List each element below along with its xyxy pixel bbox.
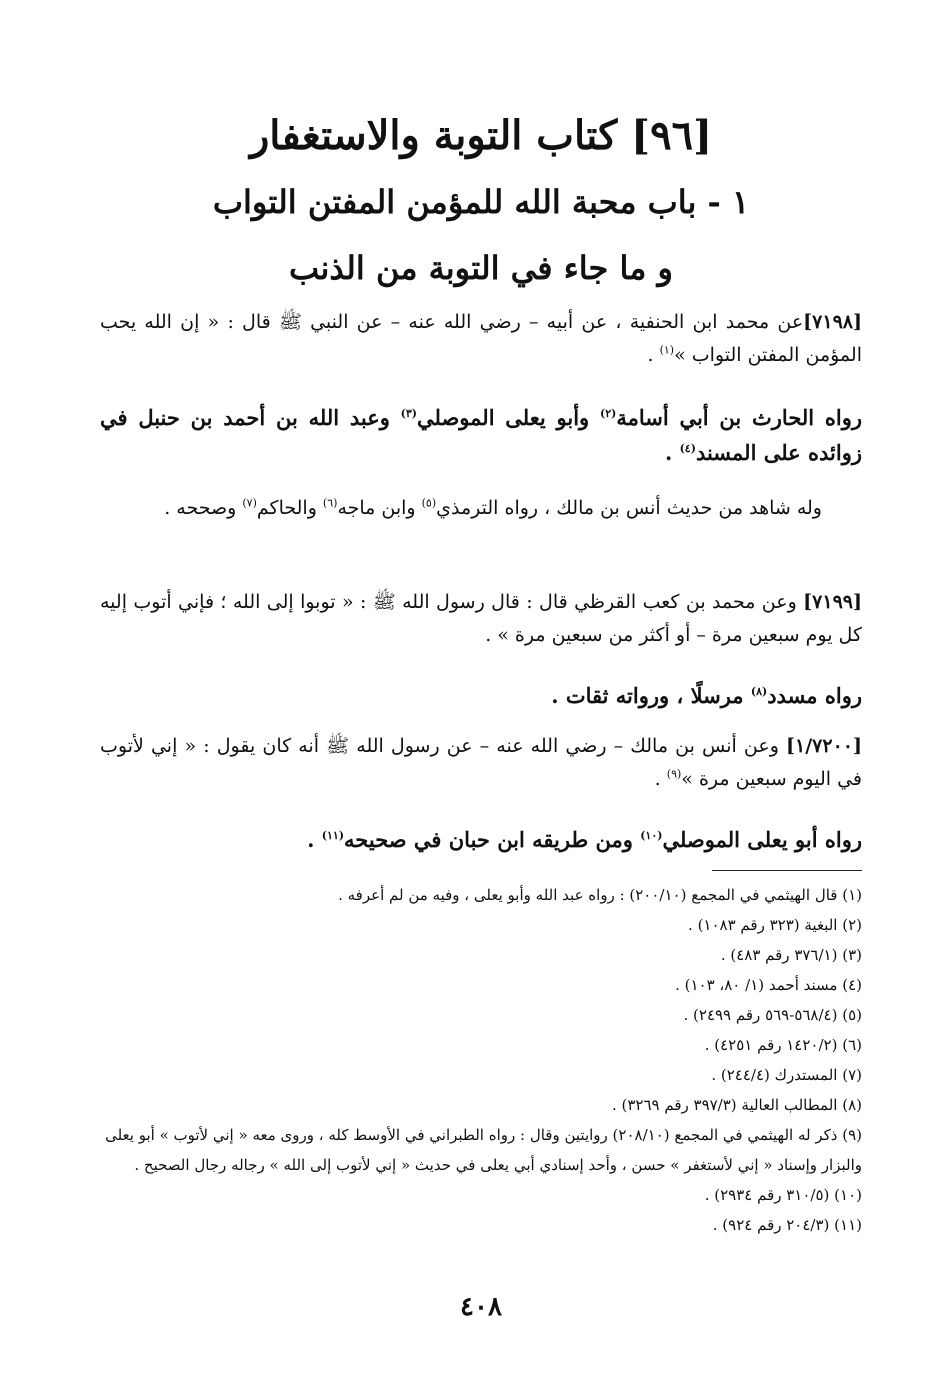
commentary-text: ومن طريقه ابن حبان في صحيحه bbox=[344, 827, 641, 852]
hadith-number: [٧١٩٨] bbox=[803, 311, 862, 333]
hadith-body: عن محمد ابن الحنفية ، عن أبيه – رضي الله عنه – عن النبي ﷺ قال : « إن الله يحب المؤمن المفتن التواب » bbox=[100, 311, 862, 366]
hadith-body: وعن أنس بن مالك – رضي الله عنه – عن رسول الله ﷺ أنه كان يقول : « إني لأتوب في اليوم سبعين مرة » bbox=[100, 735, 862, 790]
witness-text: وصححه . bbox=[164, 497, 243, 519]
witness-text: وله شاهد من حديث أنس بن مالك ، رواه الترمذي bbox=[436, 497, 822, 519]
footnote: (٨) المطالب العالية (٣٩٧/٣ رقم ٣٢٦٩) . bbox=[611, 1096, 862, 1114]
commentary-text: وأبو يعلى الموصلي bbox=[417, 405, 600, 430]
footnote: (٢) البغية (٣٢٣ رقم ١٠٨٣) . bbox=[688, 916, 862, 934]
hadith-7198-commentary bbox=[100, 400, 862, 470]
sentence-end: . bbox=[307, 827, 322, 852]
chapter-title-line1: ١ - باب محبة الله للمؤمن المفتن التواب bbox=[212, 183, 750, 221]
sentence-end: . bbox=[647, 344, 660, 366]
hadith-number: [١/٧٢٠٠] bbox=[786, 735, 862, 757]
footnote-ref: (٧) bbox=[242, 496, 257, 510]
sentence-end: . bbox=[654, 768, 667, 790]
hadith-number: [٧١٩٩] bbox=[803, 591, 862, 613]
commentary-text: رواه الحارث بن أبي أسامة bbox=[616, 405, 862, 430]
sentence-end: . bbox=[664, 440, 680, 465]
footnote: (١٠) (٣١٠/٥ رقم ٢٩٣٤) . bbox=[704, 1186, 862, 1204]
commentary-text: وعبد الله بن أحمد بن حنبل في زوائده على المسند bbox=[100, 405, 862, 465]
chapter-title-line2: و ما جاء في التوبة من الذنب bbox=[289, 249, 673, 287]
hadith-7198-text bbox=[100, 306, 862, 372]
footnote-ref: (٦) bbox=[322, 496, 338, 510]
book-title: [٩٦] كتاب التوبة والاستغفار bbox=[249, 112, 713, 159]
footnote: (٦) (١٤٢٠/٢ رقم ٤٢٥١) . bbox=[704, 1036, 862, 1054]
footnote: (١١) (٢٠٤/٣ رقم ٩٢٤) . bbox=[712, 1216, 862, 1234]
footnote-ref: (٩) bbox=[666, 767, 682, 781]
witness-text: وابن ماجه bbox=[337, 497, 422, 519]
hadith-body: وعن محمد بن كعب القرظي قال : قال رسول الله ﷺ : « توبوا إلى الله ؛ فإني أتوب إليه كل يوم سبعين مرة – أو أكثر من سبعين مرة » . bbox=[100, 591, 862, 646]
footnote: (١) قال الهيثمي في المجمع (٢٠٠/١٠) : رواه عبد الله وأبو يعلى ، وفيه من لم أعرفه . bbox=[338, 886, 862, 904]
hadith-7198-witness bbox=[100, 492, 862, 525]
footnotes-section bbox=[100, 880, 862, 1240]
footnote-ref: (١) bbox=[659, 343, 675, 357]
footnote-ref: (٨) bbox=[750, 685, 768, 698]
commentary-text: مرسلًا ، ورواته ثقات . bbox=[551, 683, 751, 708]
book-page bbox=[100, 0, 862, 1380]
commentary-text: رواه أبو يعلى الموصلي bbox=[662, 827, 862, 852]
footnote: (٩) ذكر له الهيثمي في المجمع (٢٠٨/١٠) روايتين وقال : رواه الطبراني في الأوسط كله ، وروى معه « إني لأتوب » أبو يعلى والبزار وإسناد « إني لأستغفر » حسن ، وأحد إسنادي أبي يعلى في حديث « إني لأتوب إلى الله » رجاله رجال الصحيح . bbox=[105, 1126, 862, 1174]
page-number: ٤٠٨ bbox=[460, 1292, 502, 1322]
footnote-ref: (١١) bbox=[321, 829, 345, 842]
hadith-7200-commentary bbox=[100, 822, 862, 857]
footnote: (٤) مسند أحمد (١/ ٨٠، ١٠٣) . bbox=[675, 976, 862, 994]
footnote-ref: (٢) bbox=[599, 407, 617, 420]
footnote: (٧) المستدرك (٢٤٤/٤) . bbox=[711, 1066, 862, 1084]
footnote-ref: (٥) bbox=[421, 496, 437, 510]
footnote-ref: (٤) bbox=[679, 442, 696, 455]
witness-text: والحاكم bbox=[256, 497, 323, 519]
footnote-ref: (١٠) bbox=[640, 829, 663, 842]
footnote-ref: (٣) bbox=[400, 407, 418, 420]
footnote: (٥) (٥٦٨/٤-٥٦٩ رقم ٢٤٩٩) . bbox=[683, 1006, 862, 1024]
commentary-text: رواه مسدد bbox=[767, 683, 862, 708]
footnote: (٣) (٣٧٦/١ رقم ٤٨٣) . bbox=[720, 946, 862, 964]
footnote-divider bbox=[712, 870, 862, 871]
hadith-7199-commentary bbox=[100, 678, 862, 713]
hadith-7199-text bbox=[100, 586, 862, 652]
hadith-7200-text bbox=[100, 730, 862, 796]
